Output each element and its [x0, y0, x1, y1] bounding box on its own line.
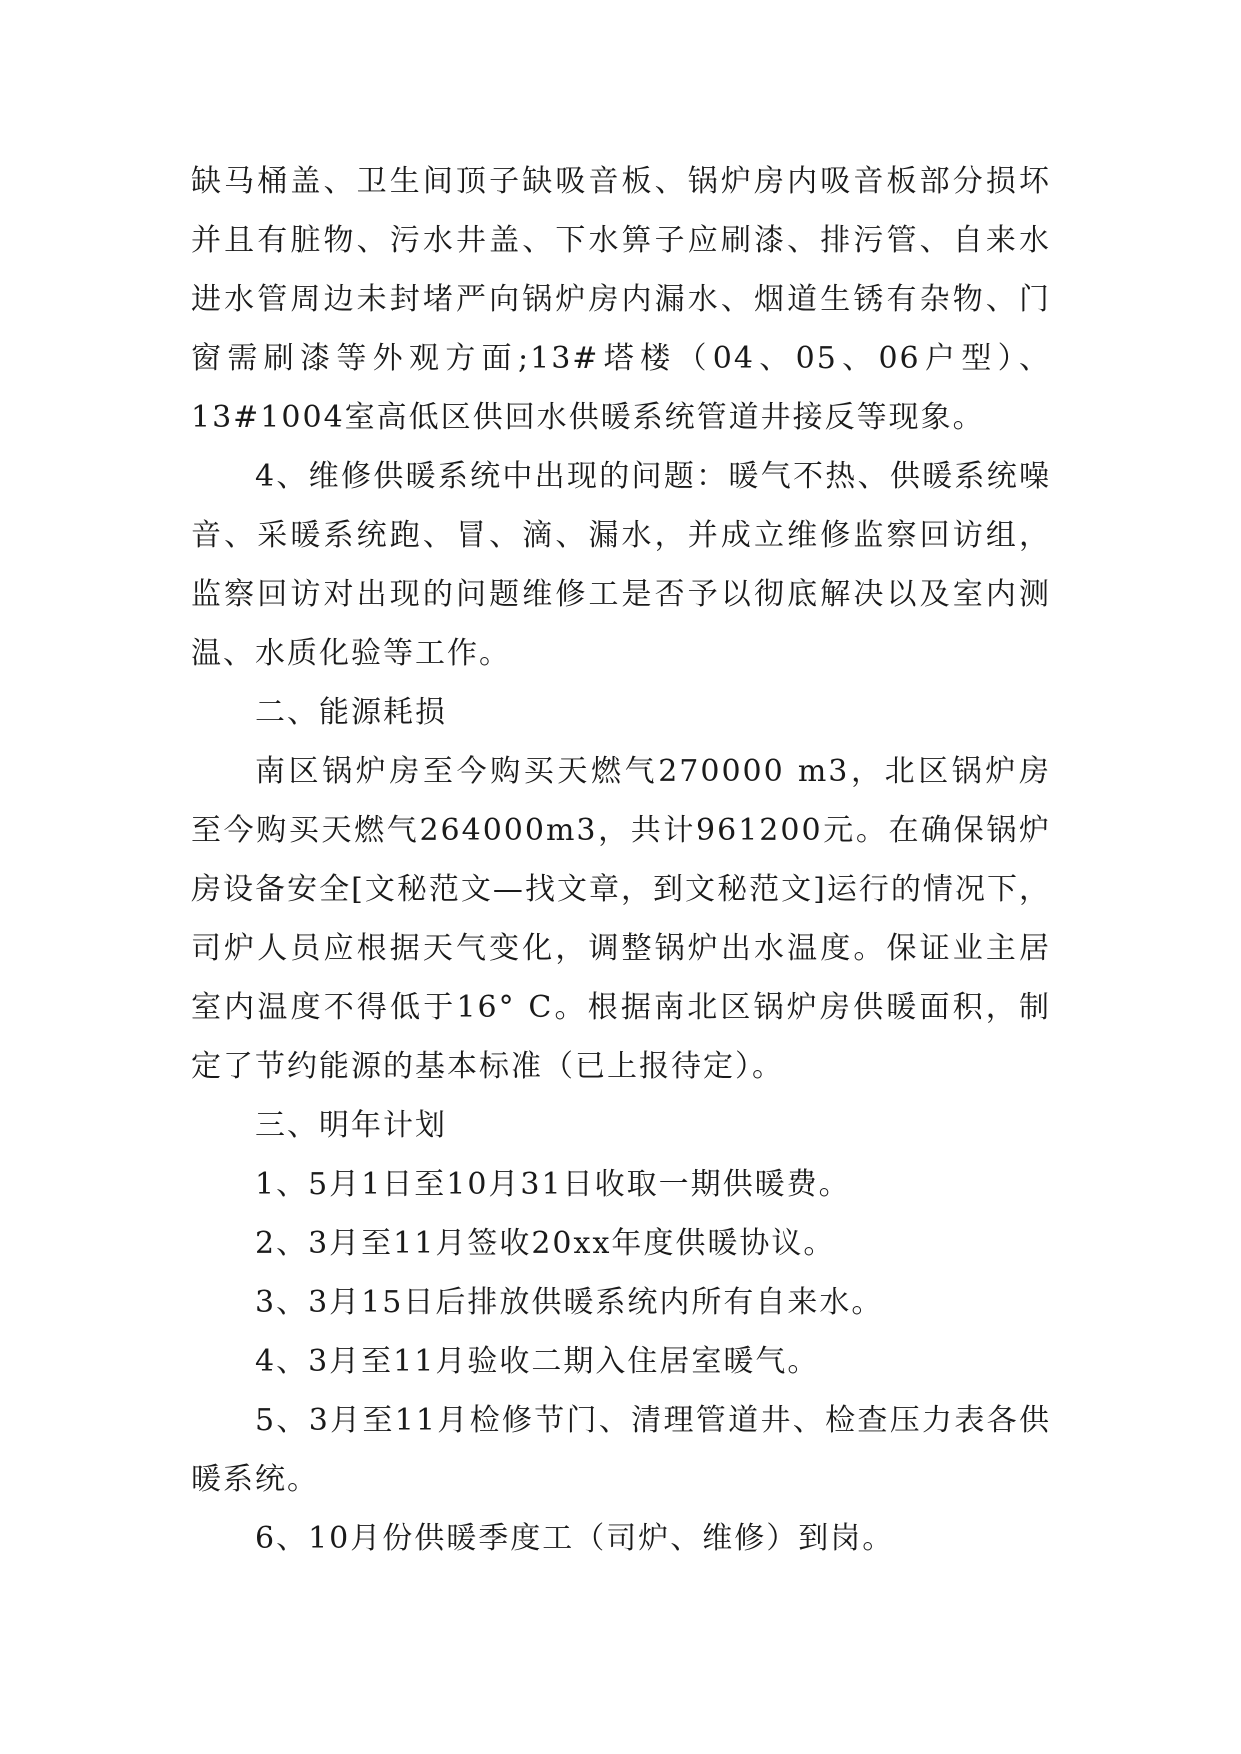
- paragraph-energy: 南区锅炉房至今购买天燃气270000 m3，北区锅炉房至今购买天燃气264000m3，共计961200元。在确保锅炉房设备安全[文秘范文—找文章，到文秘范文]运行的情况下，司炉人员应根据天气变化，调整锅炉出水温度。保证业主居室内温度不得低于16° C。根据南北区锅炉房供暖面积，制定了节约能源的基本标准（已上报待定）。: [191, 754, 1051, 1084]
- plan-item-3: 3、3月15日后排放供暖系统内所有自来水。: [255, 1285, 884, 1320]
- plan-item-4: 4、3月至11月验收二期入住居室暖气。: [255, 1344, 820, 1379]
- plan-item-6: 6、10月份供暖季度工（司炉、维修）到岗。: [255, 1521, 895, 1556]
- document-body: [191, 152, 1051, 1568]
- plan-item-5: 5、3月至11月检修节门、清理管道井、检查压力表各供暖系统。: [191, 1403, 1051, 1497]
- paragraph-item-4: 4、维修供暖系统中出现的问题：暖气不热、供暖系统噪音、采暖系统跑、冒、滴、漏水，并成立维修监察回访组，监察回访对出现的问题维修工是否予以彻底解决以及室内测温、水质化验等工作。: [191, 459, 1051, 671]
- section-heading-plan: 三、明年计划: [255, 1108, 447, 1143]
- section-heading-energy: 二、能源耗损: [255, 695, 447, 730]
- plan-item-2: 2、3月至11月签收20xx年度供暖协议。: [255, 1226, 836, 1261]
- plan-item-1: 1、5月1日至10月31日收取一期供暖费。: [255, 1167, 851, 1202]
- paragraph-continuation: 缺马桶盖、卫生间顶子缺吸音板、锅炉房内吸音板部分损坏并且有脏物、污水井盖、下水箅子应刷漆、排污管、自来水进水管周边未封堵严向锅炉房内漏水、烟道生锈有杂物、门窗需刷漆等外观方面;13#塔楼（04、05、06户型）、13#1004室高低区供回水供暖系统管道井接反等现象。: [191, 164, 1051, 435]
